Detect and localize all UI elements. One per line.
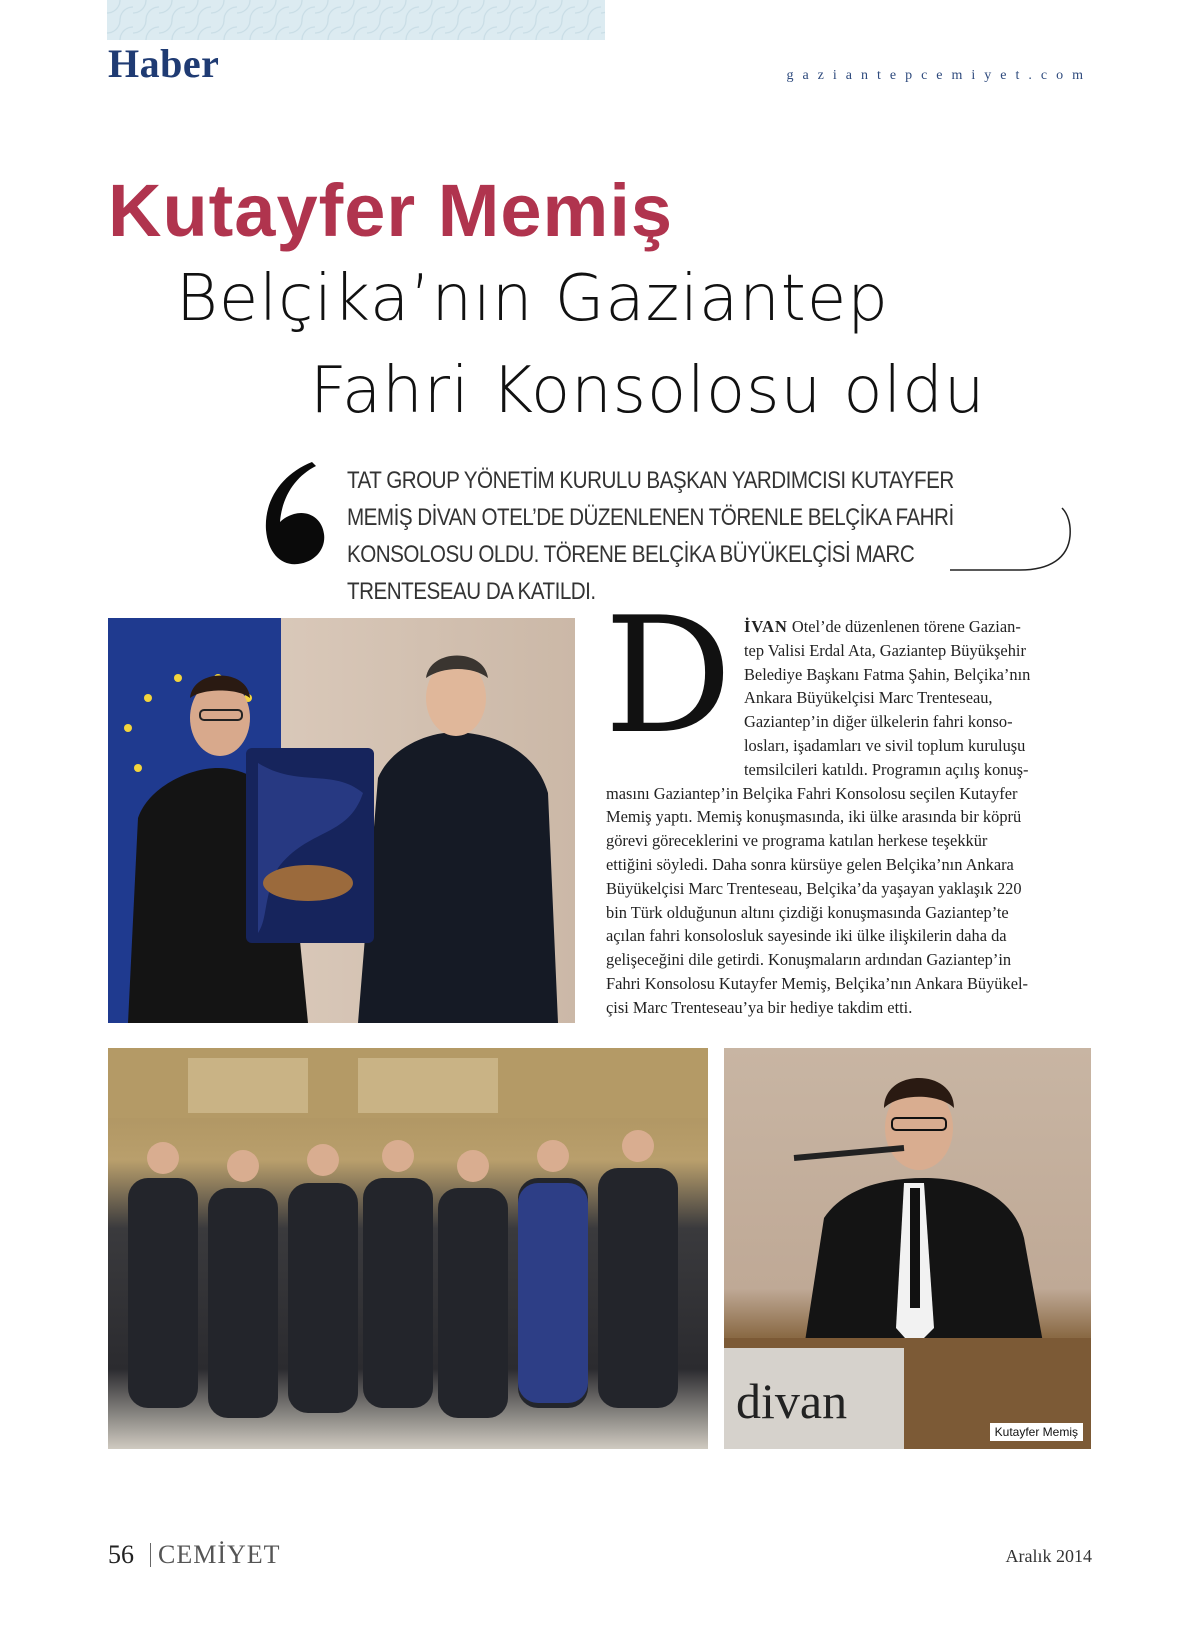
article-subtitle-line-1: Belçika’nın Gaziantep bbox=[176, 262, 889, 336]
footer-separator bbox=[150, 1543, 151, 1567]
photo-guests bbox=[108, 1048, 708, 1449]
body-line: Gaziantep’in diğer ülkelerin fahri konso- bbox=[744, 712, 1013, 732]
body-line: görevi göreceklerini ve programa katılan herkese teşekkür bbox=[606, 831, 988, 851]
body-line: gelişeceğini dile getirdi. Konuşmaların ardından Gaziantep’in bbox=[606, 950, 1012, 970]
photo-speaker bbox=[724, 1048, 1091, 1449]
body-line: losları, işadamları ve sivil toplum kuruluşu bbox=[744, 735, 1026, 755]
body-line: Belediye Başkanı Fatma Şahin, Belçika’nın bbox=[744, 664, 1031, 684]
photo-guests-art bbox=[108, 1048, 708, 1449]
article-lead: TAT GROUP YÖNETİM KURULU BAŞKAN YARDIMCISI KUTAYFER MEMİŞ DİVAN OTEL’DE DÜZENLENEN TÖRENLE BELÇİKA FAHRİ KONSOLOSU OLDU. TÖRENE BELÇİKA BÜYÜKELÇİSİ MARC TRENTESEAU DA KATILDI. bbox=[347, 467, 954, 605]
quote-mark-icon bbox=[260, 458, 330, 568]
lead-decorative-curve bbox=[950, 506, 1075, 576]
body-line: açılan fahri konsolosluk sayesinde iki ülke ilişkilerin daha da bbox=[606, 926, 1007, 946]
body-first-word: İVAN bbox=[744, 617, 788, 636]
svg-text:divan: divan bbox=[736, 1373, 848, 1429]
body-line: Büyükelçisi Marc Trenteseau, Belçika’da yaşayan yaklaşık 220 bbox=[606, 878, 1022, 898]
site-url[interactable]: gaziantepcemiyet.com bbox=[786, 68, 1092, 83]
magazine-name: CEMİYET bbox=[158, 1540, 281, 1569]
article-body bbox=[606, 615, 1056, 1020]
header-pattern bbox=[107, 0, 605, 40]
body-line: ettiğini söyledi. Daha sonra kürsüye gelen Belçika’nın Ankara bbox=[606, 854, 1014, 874]
issue-date: Aralık 2014 bbox=[1005, 1546, 1092, 1566]
body-line-text: Otel’de düzenlenen törene Gazian- bbox=[787, 617, 1021, 636]
photo-speaker-art bbox=[724, 1048, 1091, 1449]
photo-gift-presentation bbox=[108, 618, 575, 1023]
article-title: Kutayfer Memiş bbox=[108, 169, 674, 252]
body-line: Ankara Büyükelçisi Marc Trenteseau, bbox=[744, 688, 993, 708]
page-number: 56 bbox=[108, 1540, 134, 1569]
body-line: Fahri Konsolosu Kutayfer Memiş, Belçika’nın Ankara Büyükel- bbox=[606, 973, 1028, 993]
body-line-1 bbox=[606, 615, 1056, 639]
article-subtitle-line-2: Fahri Konsolosu oldu bbox=[310, 354, 986, 428]
photo-caption: Kutayfer Memiş bbox=[990, 1423, 1083, 1441]
body-line: tep Valisi Erdal Ata, Gaziantep Büyükşehir bbox=[744, 640, 1026, 660]
photo-gift-presentation-art bbox=[108, 618, 575, 1023]
body-line: temsilcileri katıldı. Programın açılış konuş- bbox=[744, 759, 1029, 779]
body-line: bin Türk olduğunun altını çizdiği konuşmasında Gaziantep’te bbox=[606, 902, 1009, 922]
body-line: çisi Marc Trenteseau’ya bir hediye takdim etti. bbox=[606, 997, 913, 1017]
section-label: Haber bbox=[108, 41, 220, 86]
drop-cap: D bbox=[604, 582, 733, 769]
body-line: masını Gaziantep’in Belçika Fahri Konsolosu seçilen Kutayfer bbox=[606, 783, 1018, 803]
body-line: Memiş yaptı. Memiş konuşmasında, iki ülke arasında bir köprü bbox=[606, 807, 1022, 827]
